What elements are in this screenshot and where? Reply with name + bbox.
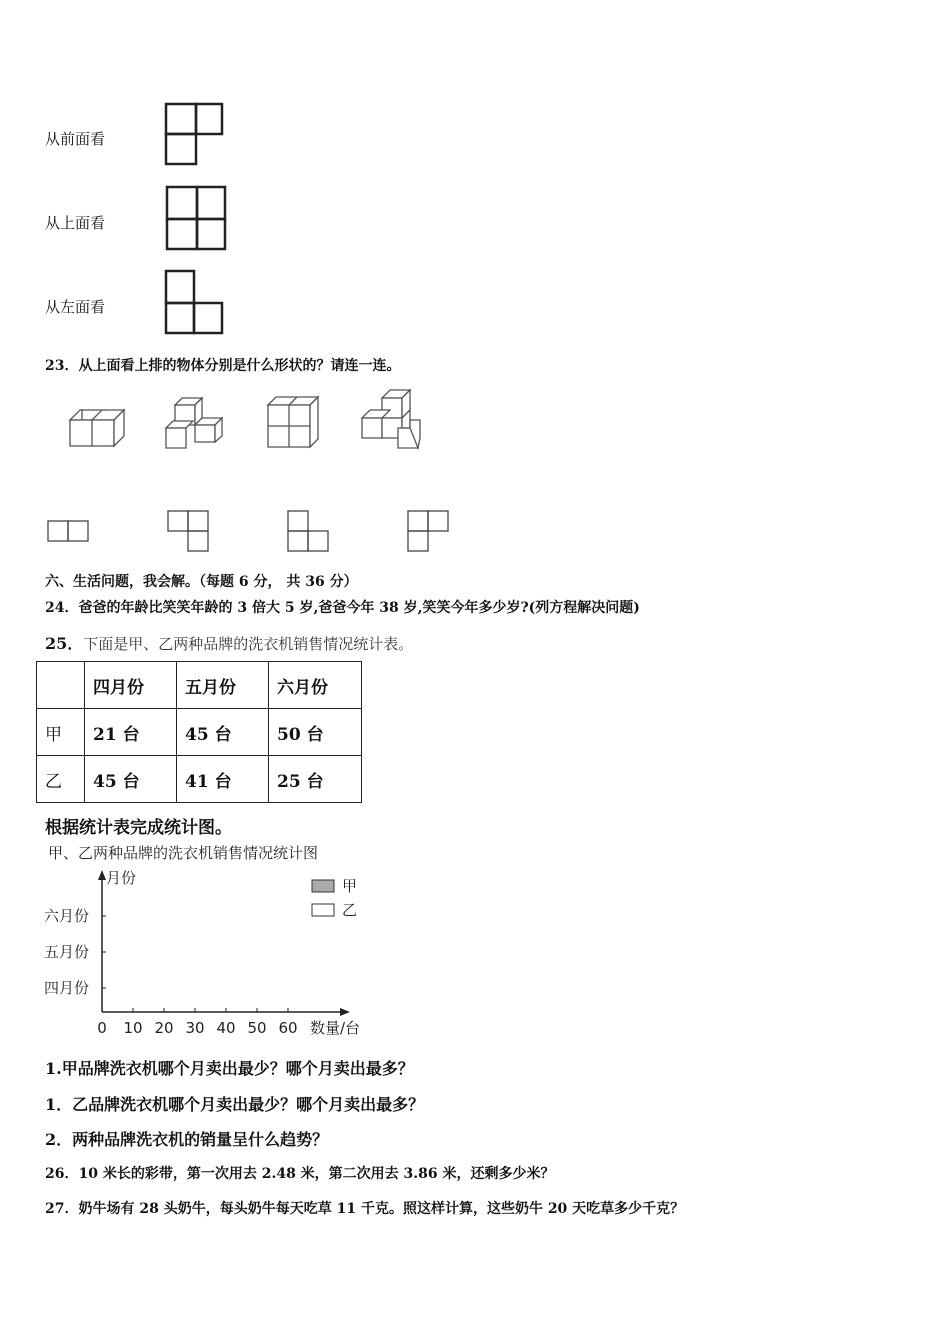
- question-24: 24．爸爸的年龄比笑笑年龄的 3 倍大 5 岁,爸爸今年 38 岁,笑笑今年多少岁?(列方程解决问题): [45, 600, 640, 616]
- table-cell: [37, 662, 85, 709]
- table-cell: 21 台: [85, 709, 177, 756]
- sales-chart: [40, 840, 380, 1040]
- table-cell: 乙: [37, 756, 85, 803]
- x-axis-label: 数量/台: [310, 1019, 361, 1037]
- legend-swatch-jia: [312, 880, 334, 892]
- view-label-top: 从上面看: [45, 214, 106, 232]
- table-header: 四月份: [85, 662, 177, 709]
- x-tick-label: 10: [123, 1019, 143, 1037]
- legend-label-jia: 甲: [342, 877, 358, 895]
- table-cell: 45 台: [85, 756, 177, 803]
- top-view-figure: [160, 182, 232, 254]
- left-view-figure: [160, 266, 230, 338]
- x-tick-label: 60: [278, 1019, 298, 1037]
- table-cell: 25 台: [269, 756, 362, 803]
- cube-objects-row: [40, 380, 440, 460]
- y-axis-label: 月份: [106, 869, 137, 887]
- table-header: 五月份: [177, 662, 269, 709]
- table-row: [37, 756, 362, 803]
- question-25-sub-1: 1.甲品牌洗衣机哪个月卖出最少？哪个月卖出最多？: [45, 1059, 414, 1078]
- section-6-heading: 六、生活问题，我会解。（每题 6 分， 共 36 分）: [45, 574, 358, 590]
- sales-table: [36, 661, 362, 803]
- x-tick-label: 50: [247, 1019, 267, 1037]
- x-tick-label: 40: [216, 1019, 236, 1037]
- question-23: 23．从上面看上排的物体分别是什么形状的？请连一连。: [45, 358, 401, 374]
- cube-object-3: [268, 397, 318, 447]
- question-25-number: 25．: [45, 634, 84, 653]
- table-cell: 41 台: [177, 756, 269, 803]
- cube-object-2: [166, 398, 222, 448]
- table-row: [37, 709, 362, 756]
- option-3: [288, 511, 328, 551]
- x-tick-label: 0: [97, 1019, 107, 1037]
- x-tick-label: 30: [185, 1019, 205, 1037]
- view-label-front: 从前面看: [45, 130, 106, 148]
- question-26: 26．10 米长的彩带，第一次用去 2.48 米，第二次用去 3.86 米，还剩多少米？: [45, 1166, 555, 1182]
- y-tick-label: 五月份: [44, 943, 90, 961]
- top-view-options-row: [40, 505, 460, 555]
- question-27: 27．奶牛场有 28 头奶牛，每头奶牛每天吃草 11 千克。照这样计算，这些奶牛 20 天吃草多少千克？: [45, 1201, 685, 1217]
- front-view-figure: [160, 98, 230, 170]
- chart-title: 甲、乙两种品牌的洗衣机销售情况统计图: [48, 844, 319, 862]
- legend-swatch-yi: [312, 904, 334, 916]
- option-1: [48, 521, 88, 541]
- x-tick-label: 20: [154, 1019, 174, 1037]
- cube-object-4: [362, 390, 420, 448]
- view-label-left: 从左面看: [45, 298, 106, 316]
- question-25-sub-2: 1．乙品牌洗衣机哪个月卖出最少？哪个月卖出最多？: [45, 1095, 425, 1114]
- y-tick-label: 六月份: [44, 907, 90, 925]
- table-header: 六月份: [269, 662, 362, 709]
- table-cell: 甲: [37, 709, 85, 756]
- question-25-sub-3: 2．两种品牌洗衣机的销量呈什么趋势？: [45, 1130, 329, 1149]
- option-4: [408, 511, 448, 551]
- cube-object-1: [70, 409, 124, 446]
- chart-instruction: 根据统计表完成统计图。: [45, 818, 232, 838]
- question-25-text: 下面是甲、乙两种品牌的洗衣机销售情况统计表。: [83, 635, 414, 653]
- option-2: [168, 511, 208, 551]
- table-header-row: [37, 662, 362, 709]
- table-cell: 45 台: [177, 709, 269, 756]
- y-axis-arrow: [98, 870, 106, 880]
- y-tick-label: 四月份: [44, 979, 90, 997]
- table-cell: 50 台: [269, 709, 362, 756]
- legend-label-yi: 乙: [342, 901, 358, 919]
- x-axis-arrow: [340, 1008, 350, 1016]
- question-25-intro: [45, 631, 413, 654]
